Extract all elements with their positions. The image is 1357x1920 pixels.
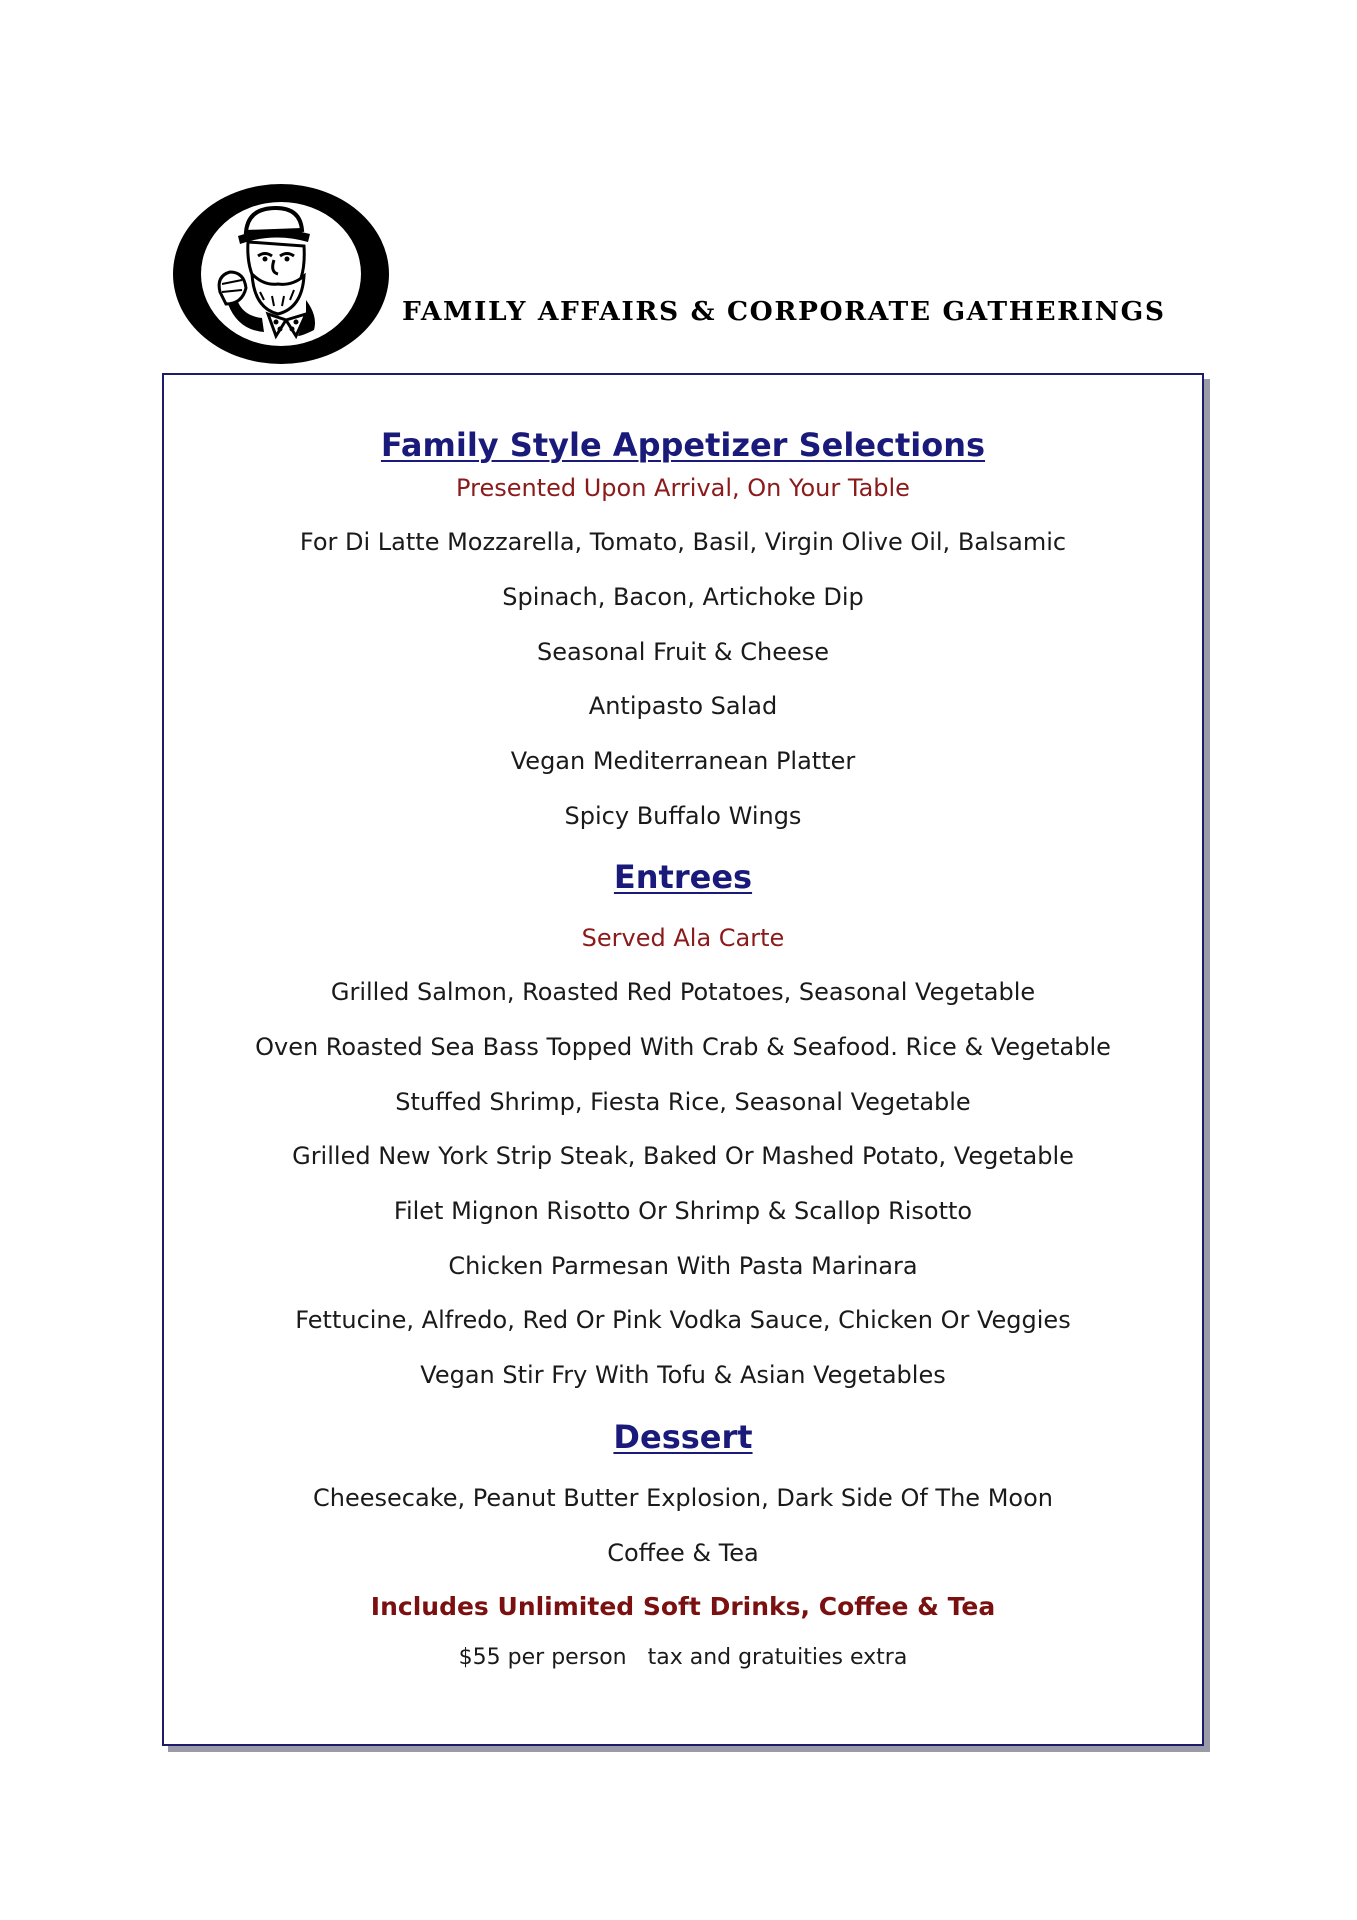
dessert-title: Dessert <box>613 1418 753 1456</box>
includes-note: Includes Unlimited Soft Drinks, Coffee & Tea <box>370 1592 996 1621</box>
appetizer-item: Seasonal Fruit & Cheese <box>536 638 830 666</box>
entree-item: Oven Roasted Sea Bass Topped With Crab & Seafood. Rice & Vegetable <box>255 1033 1111 1061</box>
price-row <box>164 1643 1202 1673</box>
price-per-person: $55 per person <box>458 1645 627 1670</box>
entree-item: Filet Mignon Risotto Or Shrimp & Scallop Risotto <box>393 1197 973 1225</box>
entree-item: Fettucine, Alfredo, Red Or Pink Vodka Sauce, Chicken Or Veggies <box>295 1306 1071 1334</box>
entree-item: Chicken Parmesan With Pasta Marinara <box>448 1252 918 1280</box>
appetizer-item: Antipasto Salad <box>588 692 778 720</box>
restaurant-logo <box>168 180 393 368</box>
entree-item: Stuffed Shrimp, Fiesta Rice, Seasonal Vegetable <box>395 1088 971 1116</box>
entree-item: Grilled Salmon, Roasted Red Potatoes, Seasonal Vegetable <box>330 978 1036 1006</box>
entrees-title: Entrees <box>613 858 753 896</box>
header-title: FAMILY AFFAIRS & CORPORATE GATHERINGS <box>402 296 1166 327</box>
menu-box <box>162 373 1204 1746</box>
dessert-item: Cheesecake, Peanut Butter Explosion, Dark Side Of The Moon <box>313 1484 1053 1512</box>
tax-note: tax and gratuities extra <box>647 1645 908 1670</box>
entrees-subtitle: Served Ala Carte <box>581 924 785 952</box>
entree-item: Grilled New York Strip Steak, Baked Or Mashed Potato, Vegetable <box>292 1142 1074 1170</box>
appetizer-item: Vegan Mediterranean Platter <box>510 747 856 775</box>
appetizer-item: Spicy Buffalo Wings <box>564 802 802 830</box>
appetizers-title: Family Style Appetizer Selections <box>380 426 986 464</box>
appetizers-subtitle: Presented Upon Arrival, On Your Table <box>456 474 910 502</box>
appetizer-item: For Di Latte Mozzarella, Tomato, Basil, Virgin Olive Oil, Balsamic <box>299 528 1067 556</box>
entree-item: Vegan Stir Fry With Tofu & Asian Vegetables <box>420 1361 946 1389</box>
dessert-item: Coffee & Tea <box>607 1539 759 1567</box>
appetizer-item: Spinach, Bacon, Artichoke Dip <box>502 583 864 611</box>
